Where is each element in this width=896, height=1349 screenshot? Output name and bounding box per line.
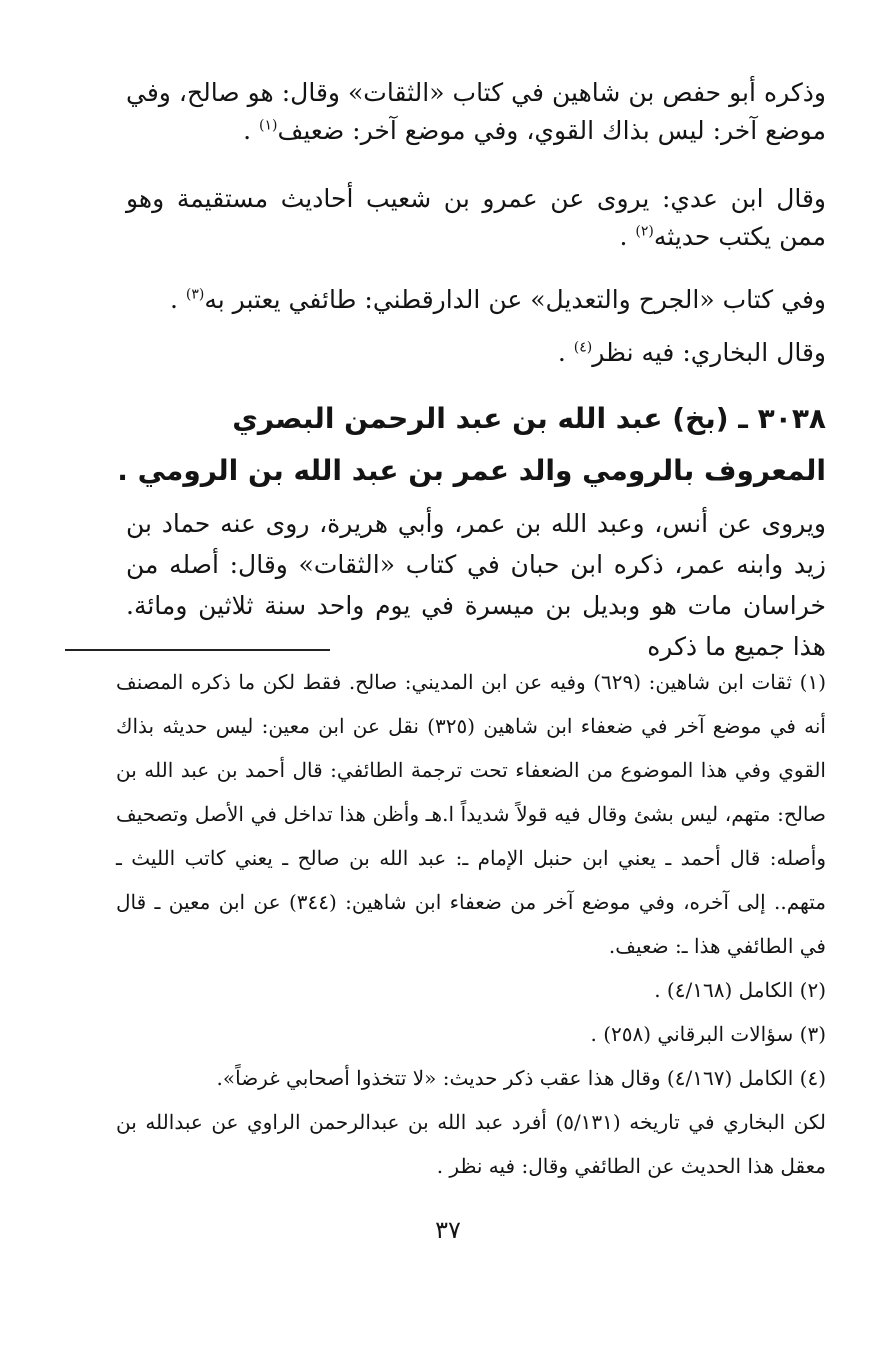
footnote-4 — [116, 1056, 826, 1188]
paragraph-text: وفي كتاب «الجرح والتعديل» عن الدارقطني: طائفي يعتبر به — [204, 285, 826, 314]
footnote-3 — [116, 1012, 826, 1056]
footnotes — [116, 660, 826, 1188]
paragraph-daraqutni: وفي كتاب «الجرح والتعديل» عن الدارقطني: طائفي يعتبر به$^{(٣)}$ . — [169, 285, 826, 314]
page-number: ٣٧ — [435, 1216, 461, 1244]
paragraph-text: وقال البخاري: فيه نظر — [592, 338, 826, 367]
footnote-1 — [116, 660, 826, 968]
footnote-text: الكامل (٤/١٦٨) . — [654, 978, 794, 1002]
entry-heading: ٣٠٣٨ ـ (بخ) عبد الله بن عبد الرحمن البصري المعروف بالرومي والد عمر بن عبد الله بن الرومي . — [117, 402, 826, 487]
footnote-ref-2: (٢) — [635, 223, 654, 240]
footnote-ref-4: (٤) — [573, 339, 593, 356]
paragraph-text: وقال ابن عدي: يروى عن عمرو بن شعيب أحاديث مستقيمة وهو ممن يكتب حديثه — [126, 184, 826, 251]
footnote-number: (١) — [799, 670, 827, 694]
paragraph-bukhari: وقال البخاري: فيه نظر$^{(٤)}$ . — [557, 338, 826, 367]
footnote-ref-1: (١) — [259, 117, 278, 134]
footnote-text: الكامل (٤/١٦٧) وقال هذا عقب ذكر حديث: «لا تتخذوا أصحابي غرضاً». — [216, 1066, 794, 1090]
footnote-number: (٢) — [799, 978, 826, 1002]
paragraph-entry-body: ويروى عن أنس، وعبد الله بن عمر، وأبي هريرة، روى عنه حماد بن زيد وابنه عمر، ذكره ابن حبان في كتاب «الثقات» وقال: أصله من خراسان مات هو وبديل بن ميسرة في يوم واحد سنة ثلاثين ومائة. هذا جميع ما ذكره — [126, 509, 826, 661]
footnote-divider — [65, 649, 330, 651]
paragraph-text: وذكره أبو حفص بن شاهين في كتاب «الثقات» وقال: هو صالح، وفي موضع آخر: ليس بذاك القوي، وفي موضع آخر: ضعيف — [126, 78, 826, 145]
paragraph-ibn-shahin: وذكره أبو حفص بن شاهين في كتاب «الثقات» وقال: هو صالح، وفي موضع آخر: ليس بذاك القوي، وفي موضع آخر: ضعيف$^{(١)}$ . — [126, 78, 826, 145]
footnote-text: ثقات ابن شاهين: (٦٢٩) وفيه عن ابن المديني: صالح. فقط لكن ما ذكره المصنف أنه في موضع آخر في ضعفاء ابن شاهين (٣٢٥) نقل عن ابن معين: ليس حديثه بذاك القوي وفي هذا الموضوع من الضعفاء تحت ترجمة الطائفي: قال أحمد بن عبد الله بن صالح: متهم، ليس بشئ وقال فيه قولاً شديداً ا.هـ وأظن هذا تداخل في الأصل وتصحيف وأصله: قال أحمد ـ يعني ابن حنبل الإمام ـ: عبد الله بن صالح ـ يعني كاتب الليث ـ متهم.. إلى آخره، وفي موضع آخر من ضعفاء ابن شاهين: (٣٤٤) عن ابن معين ـ قال في الطائفي هذا ـ: ضعيف. — [116, 670, 827, 958]
footnote-number: (٤) — [799, 1066, 826, 1090]
footnote-ref-3: (٣) — [185, 286, 205, 303]
footnote-text: سؤالات البرقاني (٢٥٨) . — [590, 1022, 794, 1046]
paragraph-ibn-adi: وقال ابن عدي: يروى عن عمرو بن شعيب أحاديث مستقيمة وهو ممن يكتب حديثه$^{(٢)}$ . — [126, 184, 826, 251]
footnote-number: (٣) — [799, 1022, 826, 1046]
footnote-2 — [116, 968, 826, 1012]
footnote-continuation: لكن البخاري في تاريخه (٥/١٣١) أفرد عبد الله بن عبدالرحمن الراوي عن عبدالله بن معقل هذا الحديث عن الطائفي وقال: فيه نظر . — [116, 1110, 826, 1178]
